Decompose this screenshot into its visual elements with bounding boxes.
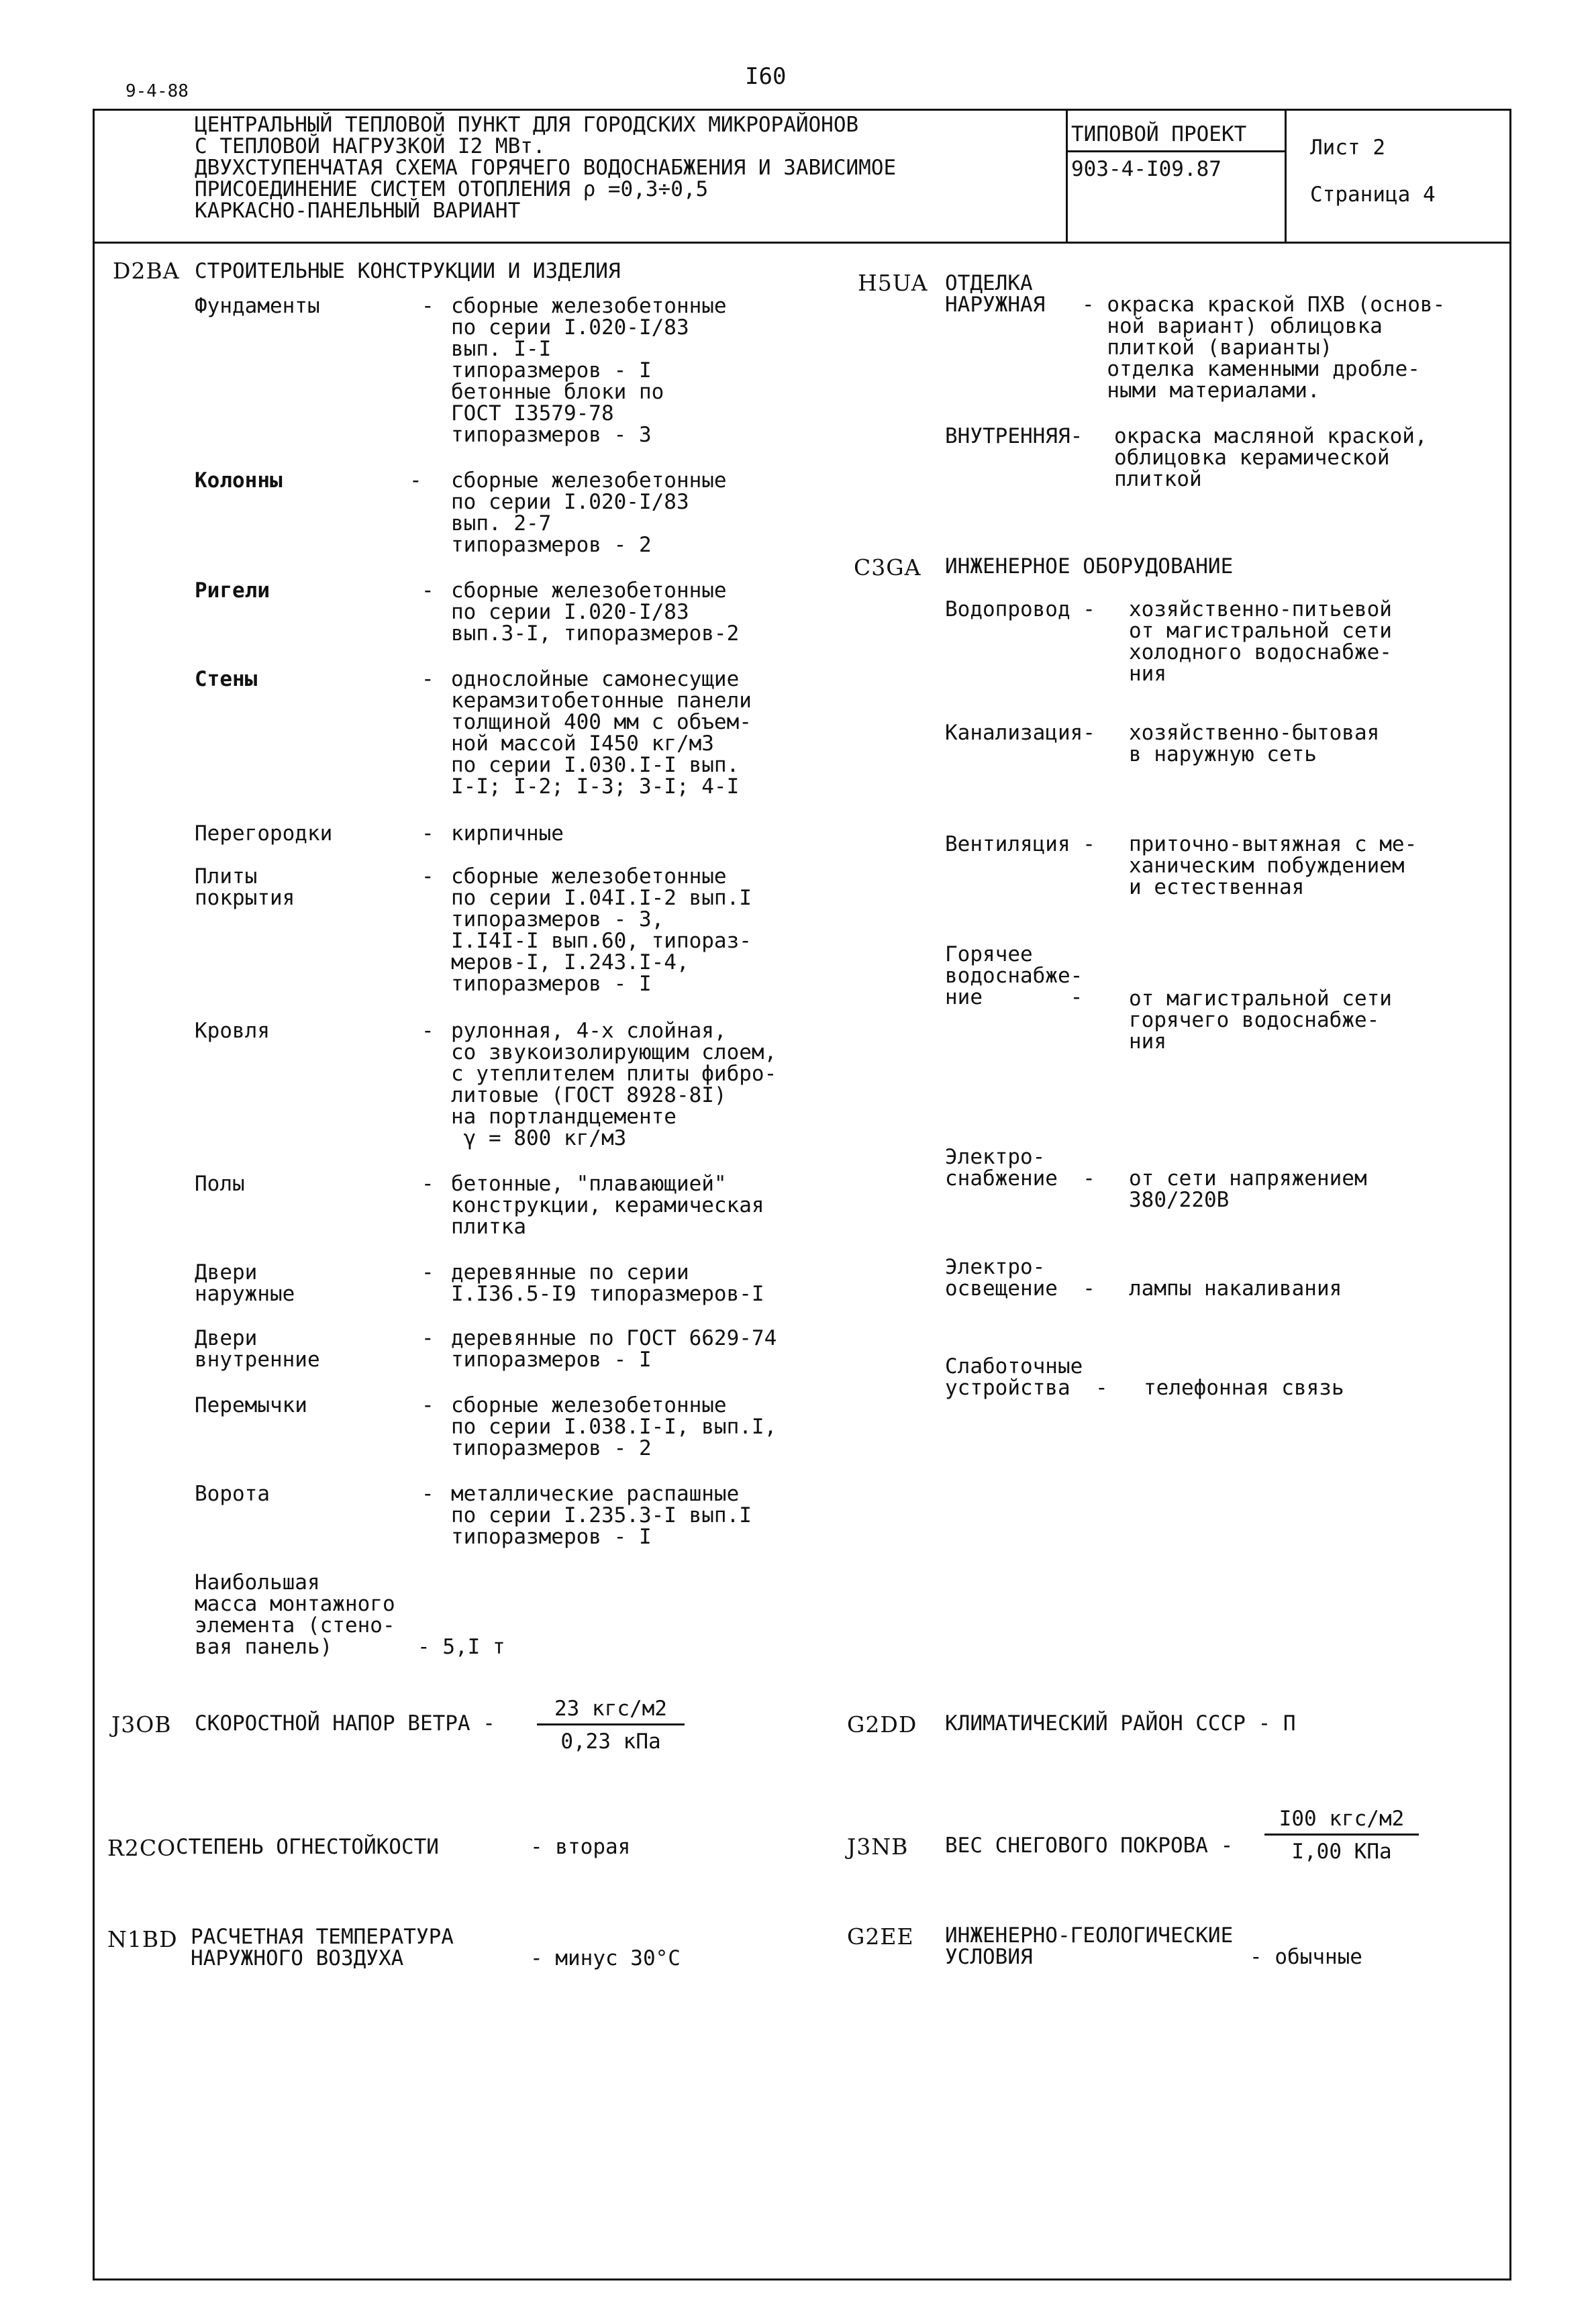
item-text: кирпичные (451, 821, 564, 846)
water-label: Водопровод - (945, 597, 1095, 621)
item-text: сборные железобетонные по серии I.020-I/83 вып.3-I, типоразмеров-2 (451, 579, 740, 646)
item-dash: - (421, 1260, 434, 1285)
item-label: Кровля (195, 1019, 270, 1043)
snow-label: ВЕС СНЕГОВОГО ПОКРОВА - (945, 1834, 1234, 1858)
title-block (195, 114, 896, 221)
water-text: хозяйственно-питьевой от магистральной сети холодного водоснабже- ния (1129, 597, 1392, 686)
title-line: С ТЕПЛОВОЙ НАГРУЗКОЙ I2 МВт. (195, 134, 546, 158)
item-label: Полы (195, 1172, 245, 1196)
light-text: лампы накаливания (1129, 1276, 1342, 1301)
wind-den: 0,23 кПа (560, 1730, 661, 1754)
snow-num: I00 кгс/м2 (1264, 1808, 1419, 1836)
temp-code: N1BD (107, 1926, 178, 1952)
title-line: ЦЕНТРАЛЬНЫЙ ТЕПЛОВОЙ ПУНКТ ДЛЯ ГОРОДСКИХ МИКРОРАЙОНОВ (195, 113, 859, 137)
title-line: ДВУХСТУПЕНЧАТАЯ СХЕМА ГОРЯЧЕГО ВОДОСНАБЖЕНИЯ И ЗАВИСИМОЕ (195, 156, 897, 180)
project-label: ТИПОВОЙ ПРОЕКТ (1071, 122, 1247, 146)
max-mass-value: - 5,I т (417, 1635, 505, 1659)
item-dash: - (421, 1326, 434, 1350)
power-label: Электро- снабжение - (945, 1145, 1095, 1191)
item-text: сборные железобетонные по серии I.020-I/83 вып. I-I типоразмеров - I бетонные блоки по ГОСТ I3579-78 типоразмеров - 3 (451, 294, 727, 447)
item-text: деревянные по серии I.I36.5-I9 типоразмеров-I (451, 1260, 764, 1306)
item-dash: - (421, 1393, 434, 1417)
item-label: Ворота (195, 1482, 270, 1506)
lowcur-text: телефонная связь (1144, 1376, 1344, 1400)
vent-label: Вентиляция - (945, 832, 1095, 856)
doc-code: 9-4-88 (126, 81, 189, 101)
geo-code: G2EE (847, 1923, 914, 1950)
project-label-divider (1066, 150, 1285, 152)
item-label: Перемычки (195, 1393, 307, 1417)
item-text: сборные железобетонные по серии I.038.I-I, вып.I, типоразмеров - 2 (451, 1393, 777, 1460)
item-label: Фундаменты (195, 294, 320, 318)
item-label: Двери наружные (195, 1260, 295, 1306)
item-dash: - (421, 821, 434, 846)
finish-ext-text: - окраска краской ПХВ (основ- ной вариант) облицовка плиткой (варианты) отделка каменными дробле- ными материалами. (1082, 293, 1446, 403)
title-block-sep-1 (1066, 109, 1068, 243)
max-mass-label: Наибольшая масса монтажного элемента (стено- вая панель) (195, 1570, 395, 1659)
item-text: бетонные, "плавающией" конструкции, керамическая плитка (451, 1172, 764, 1239)
sewer-text: хозяйственно-бытовая в наружную сеть (1129, 721, 1380, 766)
item-dash: - (421, 1172, 434, 1196)
item-label: Двери внутренние (195, 1326, 320, 1372)
section-code: D2BA (113, 258, 180, 284)
item-text: сборные железобетонные по серии I.04I.I-2 вып.I типоразмеров - 3, I.I4I-I вып.60, типораз- меров-I, I.243.I-4, типоразмеров - I (451, 864, 752, 996)
item-text: сборные железобетонные по серии I.020-I/83 вып. 2-7 типоразмеров - 2 (451, 468, 727, 557)
wind-code: J3OB (111, 1711, 172, 1738)
eng-title: ИНЖЕНЕРНОЕ ОБОРУДОВАНИЕ (945, 554, 1234, 579)
eng-code: C3GA (854, 554, 921, 581)
wind-value-fraction (537, 1698, 685, 1752)
project-number: 903-4-I09.87 (1071, 157, 1221, 181)
light-label: Электро- освещение - (945, 1255, 1095, 1301)
temp-label: РАСЧЕТНАЯ ТЕМПЕРАТУРА НАРУЖНОГО ВОЗДУХА (191, 1925, 454, 1970)
snow-code: J3NB (847, 1834, 909, 1860)
fire-label: СТЕПЕНЬ ОГНЕСТОЙКОСТИ (176, 1835, 439, 1859)
vent-text: приточно-вытяжная с ме- ханическим побуждением и естественная (1129, 832, 1417, 899)
title-block-divider (93, 242, 1511, 244)
geo-label: ИНЖЕНЕРНО-ГЕОЛОГИЧЕСКИЕ УСЛОВИЯ (945, 1923, 1234, 1969)
temp-value: - минус 30°С (530, 1946, 681, 1970)
title-block-sep-2 (1285, 109, 1287, 243)
item-dash: - (421, 1482, 434, 1506)
climate-code: G2DD (847, 1711, 917, 1738)
page-number: I60 (745, 63, 787, 90)
finish-int-label: ВНУТРЕННЯЯ- (945, 424, 1083, 448)
finish-title: ОТДЕЛКА (945, 271, 1033, 295)
item-label: Стены (195, 667, 258, 691)
item-label: Плиты покрытия (195, 864, 295, 910)
item-dash: - (421, 667, 434, 691)
wind-num: 23 кгс/м2 (537, 1698, 685, 1725)
snow-value-fraction (1264, 1808, 1419, 1862)
hotwater-text: от магистральной сети горячего водоснабже- ния (1129, 987, 1392, 1054)
snow-den: I,00 КПа (1291, 1840, 1392, 1864)
title-line: ПРИСОЕДИНЕНИЕ СИСТЕМ ОТОПЛЕНИЯ ρ =0,3÷0,5 (195, 177, 709, 201)
page-label: Страница 4 (1310, 183, 1436, 207)
item-label: Колонны (195, 468, 283, 493)
geo-value: - обычные (1250, 1945, 1362, 1969)
lowcur-label: Слаботочные устройства - (945, 1354, 1108, 1400)
item-dash: - (421, 294, 434, 318)
finish-ext-label: НАРУЖНАЯ (945, 293, 1046, 317)
item-dash: - (421, 1019, 434, 1043)
sewer-label: Канализация- (945, 721, 1095, 745)
item-dash: - (421, 579, 434, 603)
item-label: Ригели (195, 579, 270, 603)
item-text: деревянные по ГОСТ 6629-74 типоразмеров - I (451, 1326, 777, 1372)
fire-code: R2CO (107, 1835, 177, 1861)
wind-label: СКОРОСТНОЙ НАПОР ВЕТРА - (195, 1711, 495, 1736)
section-title: СТРОИТЕЛЬНЫЕ КОНСТРУКЦИИ И ИЗДЕЛИЯ (195, 259, 621, 283)
item-text: рулонная, 4-х слойная, со звукоизолирующим слоем, с утеплителем плиты фибро- литовые (ГОСТ 8928-8I) на портландцементе γ = 800 кг/м3 (451, 1019, 777, 1150)
climate-text: КЛИМАТИЧЕСКИЙ РАЙОН СССР - П (945, 1711, 1296, 1736)
item-text: металлические распашные по серии I.235.3-I вып.I типоразмеров - I (451, 1482, 752, 1549)
sheet-number: Лист 2 (1310, 136, 1385, 160)
item-dash: - (421, 864, 434, 889)
item-text: однослойные самонесущие керамзитобетонные панели толщиной 400 мм с объем- ной массой I450 кг/м3 по серии I.030.I-I вып. I-I; I-2; I-3; 3-I; 4-I (451, 667, 752, 799)
item-dash: - (409, 468, 422, 493)
finish-int-text: окраска масляной краской, облицовка керамической плиткой (1114, 424, 1428, 491)
item-label: Перегородки (195, 821, 333, 846)
finish-code: H5UA (858, 270, 928, 296)
power-text: от сети напряжением 380/220В (1129, 1166, 1367, 1212)
hotwater-label: Горячее водоснабже- ние - (945, 942, 1083, 1009)
fire-value: - вторая (530, 1835, 631, 1859)
title-line: КАРКАСНО-ПАНЕЛЬНЫЙ ВАРИАНТ (195, 199, 521, 223)
